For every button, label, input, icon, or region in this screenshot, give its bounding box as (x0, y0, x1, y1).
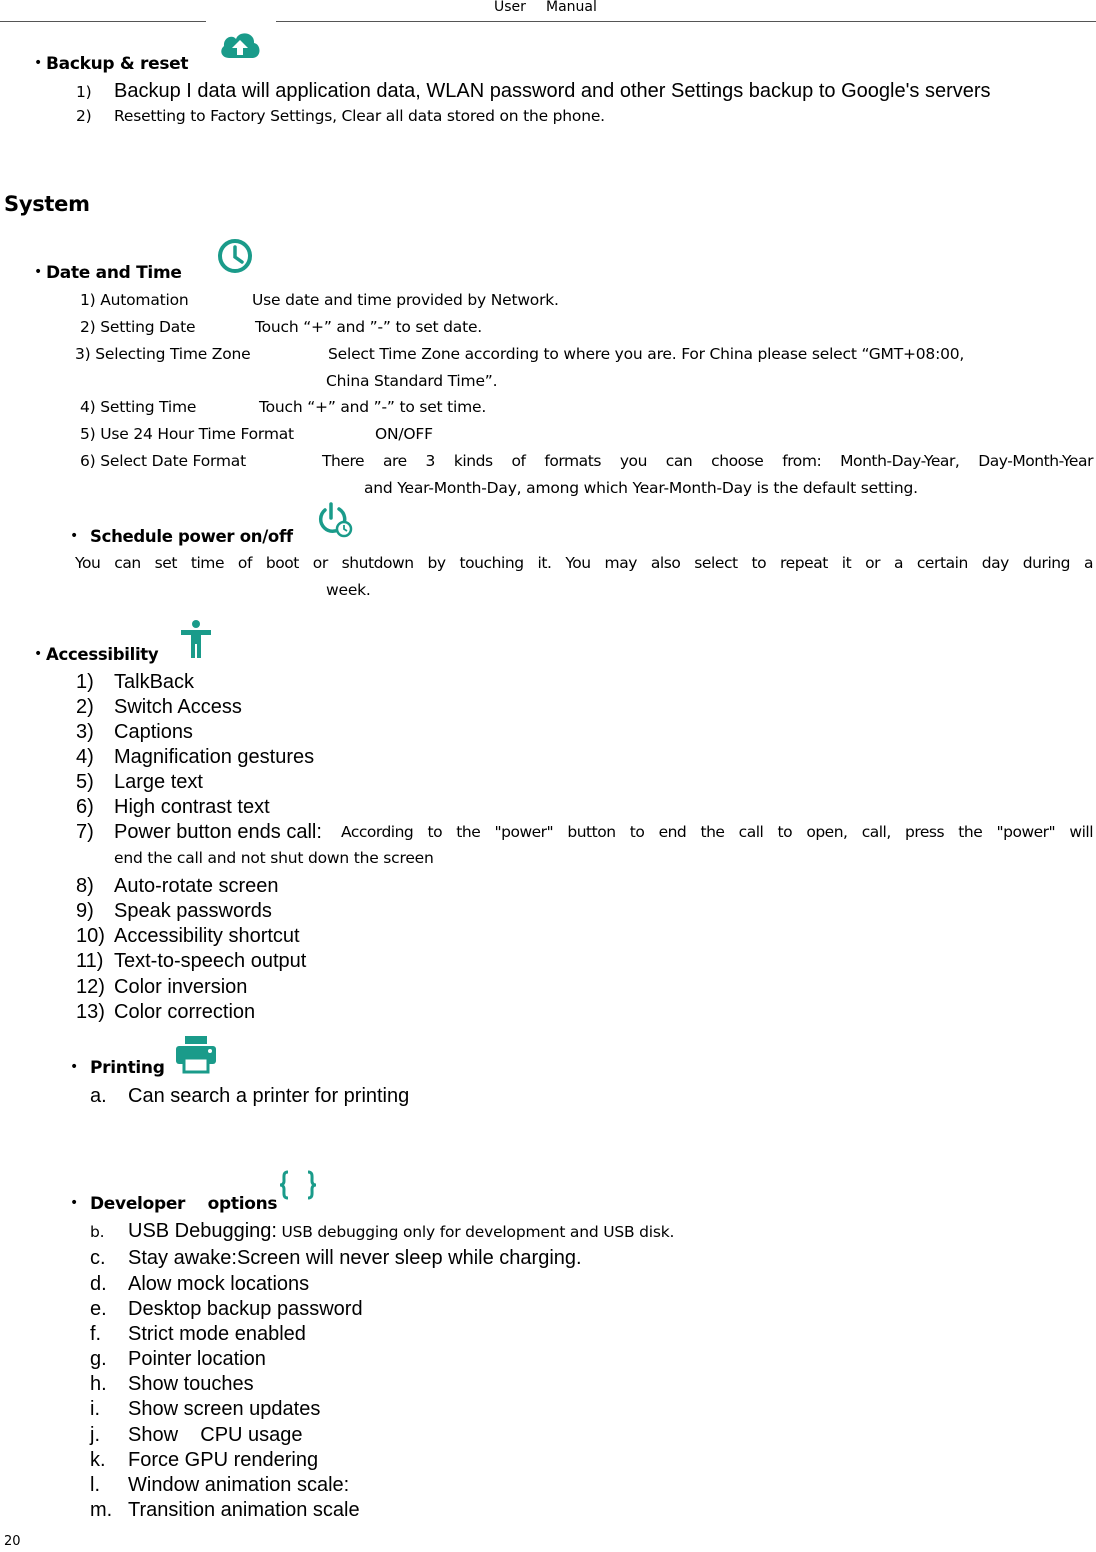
power-clock-icon (314, 500, 354, 540)
printing-title: Printing (90, 1058, 165, 1078)
bullet-icon: • (70, 1059, 79, 1075)
accessibility-item-7-desc-cont: end the call and not shut down the screen (114, 849, 434, 867)
bullet-icon: • (70, 528, 79, 544)
accessibility-item: 9) Speak passwords (76, 900, 272, 922)
accessibility-person-icon (178, 619, 214, 659)
datetime-item-5-label: 5) Use 24 Hour Time Format (80, 425, 294, 443)
datetime-item-3-label: 3) Selecting Time Zone (75, 345, 251, 363)
header-rule-left (0, 21, 206, 22)
accessibility-title: Accessibility (46, 645, 159, 664)
printer-icon (173, 1034, 219, 1074)
datetime-item-1-label: 1) Automation (80, 291, 189, 309)
developer-item: b. USB Debugging: USB debugging only for development and USB disk. (90, 1220, 675, 1242)
accessibility-item: 6) High contrast text (76, 796, 270, 818)
accessibility-item: 10) Accessibility shortcut (76, 925, 300, 947)
accessibility-item: 11) Text-to-speech output (76, 950, 307, 972)
backup-item-1: 1) Backup I data will application data, WLAN password and other Settings backup to Google's servers (76, 80, 991, 102)
developer-item: e. Desktop backup password (90, 1298, 363, 1320)
accessibility-item: 4) Magnification gestures (76, 746, 315, 768)
datetime-item-3-desc-cont: China Standard Time”. (326, 372, 498, 390)
printing-item: a. Can search a printer for printing (90, 1085, 410, 1107)
system-heading: System (4, 192, 90, 216)
developer-item: k. Force GPU rendering (90, 1449, 319, 1471)
datetime-item-1-desc: Use date and time provided by Network. (252, 291, 559, 309)
datetime-item-5-desc: ON/OFF (375, 425, 433, 443)
braces-icon (278, 1168, 318, 1204)
developer-title: Developer options (90, 1194, 278, 1214)
datetime-item-2-desc: Touch “+” and ”-” to set date. (255, 318, 483, 336)
accessibility-item: 7) Power button ends call: (76, 821, 322, 843)
schedule-desc: You can set time of boot or shutdown by touching it. You may also select to repeat it or a certain day during a (75, 554, 1093, 572)
developer-item: d. Alow mock locations (90, 1273, 310, 1295)
bullet-icon: • (34, 264, 43, 280)
datetime-item-4-desc: Touch “+” and ”-” to set time. (259, 398, 487, 416)
developer-item: c. Stay awake:Screen will never sleep while charging. (90, 1247, 582, 1269)
accessibility-item-7-desc: According to the "power" button to end the call to open, call, press the "power" will (341, 823, 1093, 841)
accessibility-item: 3) Captions (76, 721, 193, 743)
bullet-icon: • (70, 1195, 79, 1211)
clock-icon (215, 236, 255, 276)
accessibility-item: 12) Color inversion (76, 976, 248, 998)
datetime-item-6-desc: There are 3 kinds of formats you can choose from: Month-Day-Year, Day-Month-Year (322, 452, 1093, 470)
bullet-icon: • (34, 646, 43, 662)
header-rule-right (276, 21, 1096, 22)
bullet-icon: • (34, 55, 43, 71)
backup-item-2: 2) Resetting to Factory Settings, Clear all data stored on the phone. (76, 107, 605, 125)
accessibility-item: 13) Color correction (76, 1001, 256, 1023)
cloud-upload-icon (217, 28, 263, 62)
accessibility-item: 1) TalkBack (76, 671, 195, 693)
backup-title: Backup & reset (46, 54, 189, 74)
accessibility-item: 2) Switch Access (76, 696, 242, 718)
datetime-title: Date and Time (46, 263, 182, 283)
developer-item: l. Window animation scale: (90, 1474, 350, 1496)
page-number: 20 (4, 1534, 21, 1549)
datetime-item-2-label: 2) Setting Date (80, 318, 196, 336)
developer-item: g. Pointer location (90, 1348, 266, 1370)
developer-item: f. Strict mode enabled (90, 1323, 306, 1345)
schedule-desc-cont: week. (326, 581, 371, 599)
datetime-item-6-label: 6) Select Date Format (80, 452, 246, 470)
datetime-item-6-desc-cont: and Year-Month-Day, among which Year-Month-Day is the default setting. (364, 479, 918, 497)
accessibility-item: 8) Auto-rotate screen (76, 875, 279, 897)
header-title-manual: Manual (546, 0, 597, 15)
accessibility-item: 5) Large text (76, 771, 203, 793)
developer-item: i. Show screen updates (90, 1398, 321, 1420)
datetime-item-3-desc: Select Time Zone according to where you are. For China please select “GMT+08:00, (328, 345, 965, 363)
header-title-user: User (494, 0, 526, 15)
developer-item: h. Show touches (90, 1373, 254, 1395)
schedule-title: Schedule power on/off (90, 527, 293, 546)
developer-item: m. Transition animation scale (90, 1499, 360, 1521)
developer-item: j. Show CPU usage (90, 1424, 303, 1446)
datetime-item-4-label: 4) Setting Time (80, 398, 197, 416)
